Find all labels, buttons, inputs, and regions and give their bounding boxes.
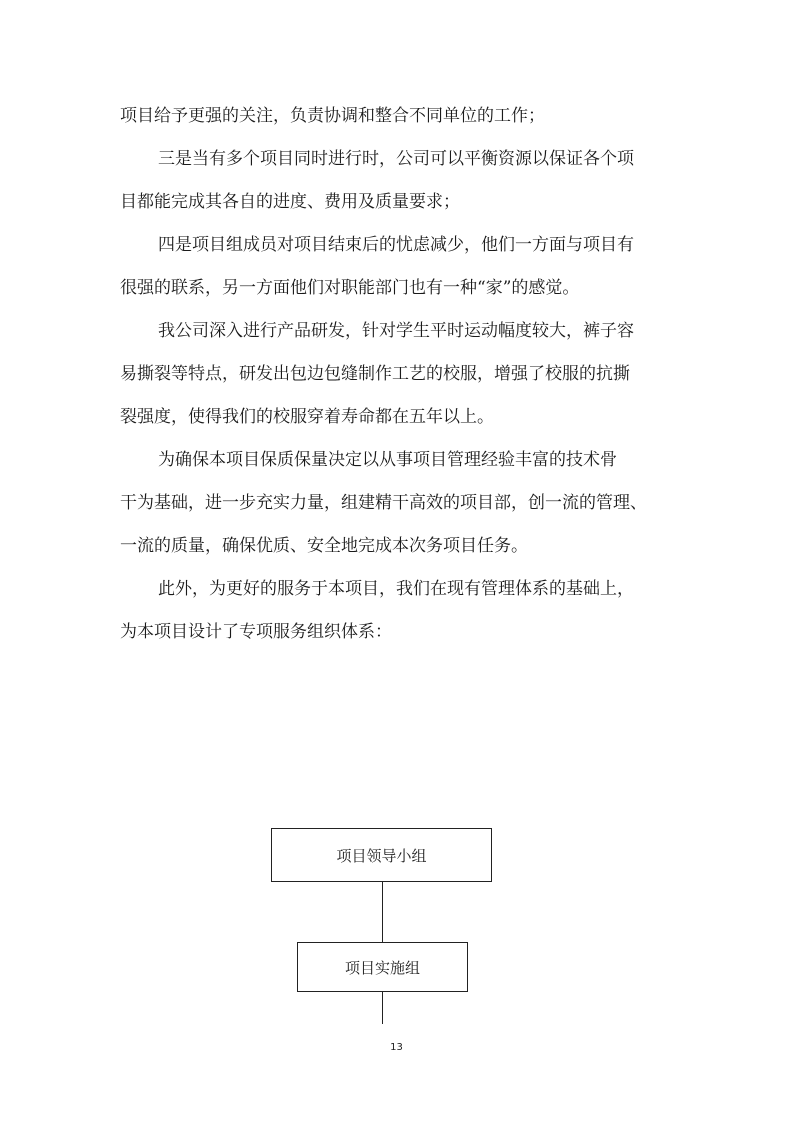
paragraph-line: 一流的质量，确保优质、安全地完成本次务项目任务。	[120, 536, 528, 556]
paragraph-line: 易撕裂等特点，研发出包边包缝制作工艺的校服，增强了校服的抗撕	[120, 364, 630, 384]
paragraph-line: 四是项目组成员对项目结束后的忧虑减少，他们一方面与项目有	[158, 235, 634, 255]
paragraph-line: 很强的联系，另一方面他们对职能部门也有一种“家”的感觉。	[120, 278, 580, 298]
paragraph-line: 此外，为更好的服务于本项目，我们在现有管理体系的基础上，	[158, 579, 634, 599]
paragraph-line: 裂强度，使得我们的校服穿着寿命都在五年以上。	[120, 407, 494, 427]
paragraph-line: 三是当有多个项目同时进行时，公司可以平衡资源以保证各个项	[158, 149, 634, 169]
org-box-label: 项目领导小组	[336, 846, 427, 865]
paragraph-line: 为本项目设计了专项服务组织体系：	[120, 622, 392, 642]
org-connector-line	[382, 882, 383, 942]
paragraph-line: 项目给予更强的关注，负责协调和整合不同单位的工作；	[120, 106, 545, 126]
paragraph-line: 目都能完成其各自的进度、费用及质量要求；	[120, 192, 460, 212]
page-number: 13	[390, 1042, 403, 1053]
org-box-label: 项目实施组	[344, 958, 420, 977]
paragraph-line: 我公司深入进行产品研发，针对学生平时运动幅度较大，裤子容	[158, 321, 634, 341]
paragraph-line: 为确保本项目保质保量决定以从事项目管理经验丰富的技术骨	[158, 450, 617, 470]
paragraph-line: 干为基础，进一步充实力量，组建精干高效的项目部，创一流的管理、	[120, 493, 647, 513]
org-box-implementation-group	[297, 942, 468, 992]
org-connector-line	[382, 992, 383, 1024]
org-box-leader-group	[271, 828, 492, 882]
